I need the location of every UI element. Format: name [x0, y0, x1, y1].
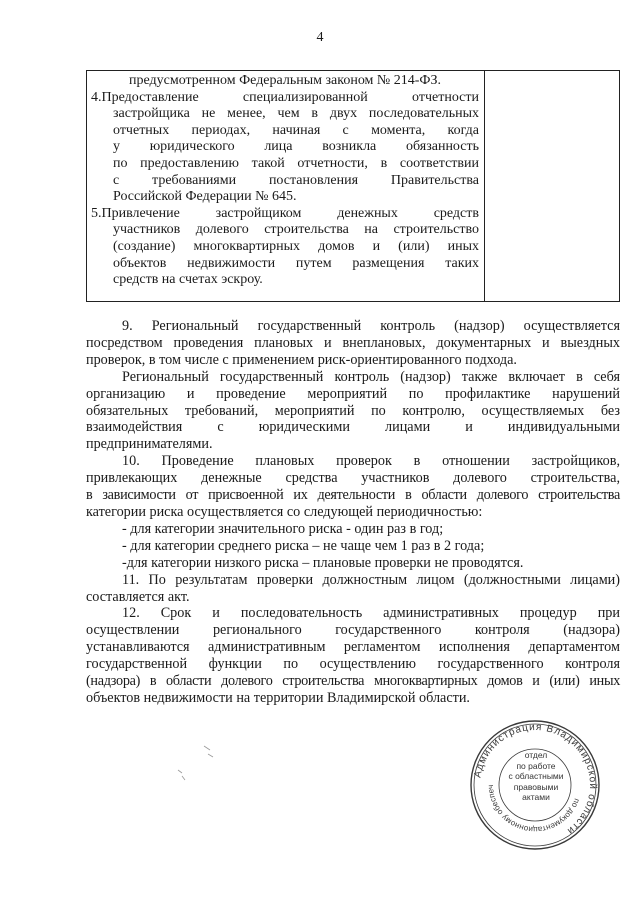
risk-category-item: -для категории низкого риска – плановые проверки не проводятся. [122, 554, 524, 571]
table-line: застройщика не менее, чем в двух последовательных [113, 106, 479, 122]
paragraph-9-line: посредством проведения плановых и внеплановых, документарных и выездных [86, 334, 620, 351]
table-line: Российской Федерации № 645. [113, 189, 297, 205]
continuation-table [86, 70, 620, 302]
table-line: 4.Предоставление специализированной отчетности [91, 89, 479, 105]
page-number: 4 [316, 30, 324, 45]
table-line: отчетных периодах, начиная с момента, когда [113, 122, 479, 138]
risk-category-item: - для категории среднего риска – не чаще чем 1 раз в 2 года; [122, 537, 485, 554]
table-line: по предоставлению такой отчетности, в соответствии [113, 155, 479, 171]
paragraph-10-line: категории риска осуществляется со следующей периодичностью: [86, 503, 483, 520]
stamp-line: правовыми [513, 781, 559, 792]
paragraph-12-line: осуществлении регионального государственного контроля (надзора) [86, 622, 620, 639]
table-line: объектов недвижимости путем размещения таких [113, 255, 479, 271]
risk-category-item: - для категории значительного риска - один раз в год; [122, 520, 444, 537]
table-line: с требованиями постановления Правительства [113, 172, 479, 188]
paragraph-line: взаимодействия с юридическими лицами и индивидуальными [86, 419, 620, 436]
paragraph-12-line: устанавливаются административным регламентом исполнения департаментом [86, 639, 620, 656]
table-line: средств на счетах эскроу. [113, 272, 263, 288]
paragraph-line: Региональный государственный контроль (надзор) также включает в себя [122, 368, 620, 385]
paragraph-12-line: (надзора) в области долевого строительства многоквартирных домов и (или) иных [86, 673, 620, 690]
paragraph-12-line: объектов недвижимости на территории Владимирской области. [86, 689, 470, 706]
table-line: (создание) многоквартирных домов и (или) иных [113, 238, 479, 254]
paragraph-11-line: 11. По результатам проверки должностным лицом (должностными лицами) [122, 571, 620, 588]
stamp-line: актами [522, 792, 550, 802]
stamp-line: по работе [516, 760, 556, 771]
stamp-line: с областными [508, 771, 564, 781]
table-cell-criteria [91, 73, 479, 289]
document-body [86, 318, 620, 707]
paragraph-11-line: составляется акт. [86, 588, 190, 605]
paragraph-line: обязательных требований, мероприятий по контролю, осуществляемых без [86, 402, 620, 419]
paragraph-9-line: 9. Региональный государственный контроль (надзор) осуществляется [122, 318, 620, 334]
table-line: у юридического лица возникла обязанность [113, 139, 479, 155]
paragraph-12-line: 12. Срок и последовательность административных процедур при [122, 605, 620, 622]
stamp-line: отдел [524, 750, 548, 760]
scan-marks [160, 740, 240, 790]
table-line: участников долевого строительства на строительство [113, 222, 479, 238]
paragraph-12-line: государственной функции по осуществлению государственного контроля [86, 656, 620, 673]
paragraph-9-line: проверок, в том числе с применением риск-ориентированного подхода. [86, 351, 517, 368]
paragraph-line: организацию и проведение мероприятий по профилактике нарушений [86, 385, 620, 402]
paragraph-10-line: привлекающих денежные средства участников долевого строительства, [86, 470, 620, 487]
official-stamp [468, 718, 602, 852]
paragraph-10-line: 10. Проведение плановых проверок в отношении застройщиков, [122, 453, 620, 470]
table-line: предусмотренном Федеральным законом № 214-ФЗ. [128, 73, 442, 88]
table-column-divider [484, 71, 485, 301]
table-line: 5.Привлечение застройщиком денежных средств [91, 205, 479, 221]
stamp-center [504, 750, 568, 803]
stamp-outer-text: Администрация Владимирской области [472, 721, 599, 837]
stamp-ring-text: по документационному обеспеч [485, 784, 582, 835]
paragraph-line: предпринимателями. [86, 436, 213, 453]
paragraph-10-line: в зависимости от присвоенной их деятельности в области долевого строительства [86, 487, 620, 504]
